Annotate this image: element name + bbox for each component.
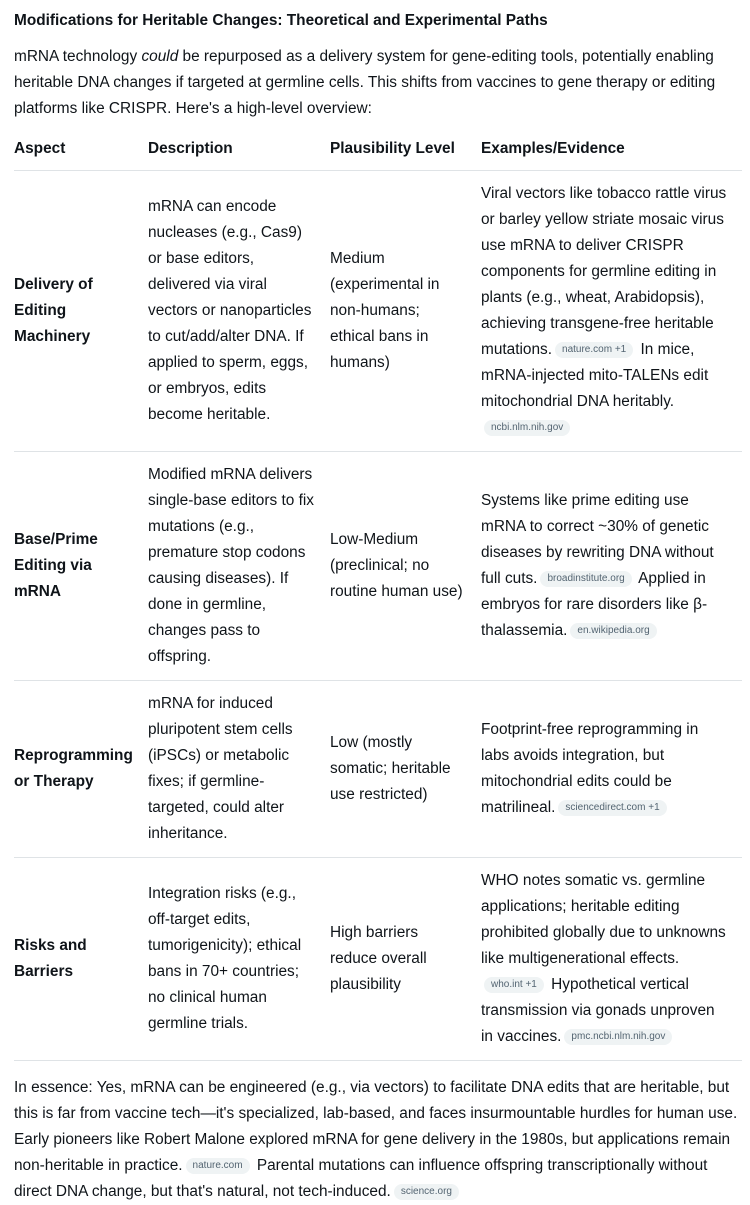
row-aspect: Reprogramming or Therapy: [14, 747, 133, 790]
intro-text-before: mRNA technology: [14, 48, 142, 65]
evidence-text: Viral vectors like tobacco rattle virus or barley yellow striate mosaic virus use mRNA to deliver CRISPR components for germline editing in plants (e.g., wheat, Arabidopsis), achieving transgene-free heritable mutations.: [481, 185, 727, 358]
table-header-row: [14, 128, 742, 171]
closing-text: In essence: Yes, mRNA can be engineered (e.g., via vectors) to facilitate DNA edits that are heritable, but this is far from vaccine tech—it's specialized, lab-based, and faces insurmountable hurdles for human use. Early pioneers like Robert Malone explored mRNA for gene delivery in the 1980s, but applications remain non-heritable in practice.: [14, 1079, 738, 1174]
source-chip[interactable]: sciencedirect.com +1: [558, 800, 666, 816]
row-description: mRNA for induced pluripotent stem cells (iPSCs) or metabolic fixes; if germline-targeted, could alter inheritance.: [148, 695, 293, 842]
intro-paragraph: [14, 44, 742, 122]
evidence-text: WHO notes somatic vs. germline applications; heritable editing prohibited globally due to unknowns like multigenerational effects.: [481, 872, 726, 967]
row-evidence: [481, 171, 742, 452]
overview-table: [14, 128, 742, 1061]
evidence-text: In mice, mRNA-injected mito-TALENs edit mitochondrial DNA heritably.: [481, 341, 709, 410]
row-description: Integration risks (e.g., off-target edits, tumorigenicity); ethical bans in 70+ countries; no clinical human germline trials.: [148, 885, 302, 1032]
source-chip[interactable]: who.int +1: [484, 977, 544, 993]
row-aspect: Delivery of Editing Machinery: [14, 276, 93, 345]
table-row: [14, 171, 742, 452]
row-description: mRNA can encode nucleases (e.g., Cas9) or base editors, delivered via viral vectors or nanoparticles to cut/add/alter DNA. If applied to sperm, eggs, or embryos, edits become heritable.: [148, 198, 312, 423]
header-aspect: Aspect: [14, 140, 66, 157]
source-chip[interactable]: science.org: [394, 1184, 459, 1200]
closing-paragraph: [14, 1075, 742, 1205]
closing-text: Parental mutations can influence offspring transcriptionally without direct DNA change, but that's natural, not tech-induced.: [14, 1157, 708, 1200]
evidence-text: Systems like prime editing use mRNA to correct ~30% of genetic diseases by rewriting DNA without full cuts.: [481, 492, 714, 587]
row-plausibility: Low (mostly somatic; heritable use restricted): [330, 734, 451, 803]
header-plausibility: Plausibility Level: [330, 140, 455, 157]
evidence-text: Applied in embryos for rare disorders like β-thalassemia.: [481, 570, 708, 639]
row-evidence: [481, 452, 742, 681]
evidence-text: Footprint-free reprogramming in labs avoids integration, but mitochondrial edits could be matrilineal.: [481, 721, 699, 816]
row-aspect: Risks and Barriers: [14, 937, 87, 980]
header-description: Description: [148, 140, 233, 157]
header-evidence: Examples/Evidence: [481, 140, 625, 157]
table-row: [14, 452, 742, 681]
row-plausibility: High barriers reduce overall plausibility: [330, 924, 427, 993]
table-row: [14, 858, 742, 1061]
evidence-text: Hypothetical vertical transmission via gonads unproven in vaccines.: [481, 976, 715, 1045]
section-heading: Modifications for Heritable Changes: Theoretical and Experimental Paths: [14, 12, 548, 29]
table-row: [14, 681, 742, 858]
source-chip[interactable]: broadinstitute.org: [540, 571, 631, 587]
row-plausibility: Low-Medium (preclinical; no routine human use): [330, 531, 463, 600]
row-plausibility: Medium (experimental in non-humans; ethical bans in humans): [330, 250, 440, 371]
intro-emphasis: could: [141, 48, 179, 65]
source-chip[interactable]: pmc.ncbi.nlm.nih.gov: [564, 1029, 672, 1045]
row-aspect: Base/Prime Editing via mRNA: [14, 531, 98, 600]
source-chip[interactable]: ncbi.nlm.nih.gov: [484, 420, 570, 436]
source-chip[interactable]: en.wikipedia.org: [570, 623, 656, 639]
row-evidence: [481, 858, 742, 1061]
row-description: Modified mRNA delivers single-base editors to fix mutations (e.g., premature stop codons causing diseases). If done in germline, changes pass to offspring.: [148, 466, 314, 665]
source-chip[interactable]: nature.com +1: [555, 342, 633, 358]
row-evidence: [481, 681, 742, 858]
intro-text-after: be repurposed as a delivery system for gene-editing tools, potentially enabling heritable DNA changes if targeted at germline cells. This shifts from vaccines to gene therapy or editing platforms like CRISPR. Here's a high-level overview:: [14, 48, 716, 117]
source-chip[interactable]: nature.com: [186, 1158, 250, 1174]
